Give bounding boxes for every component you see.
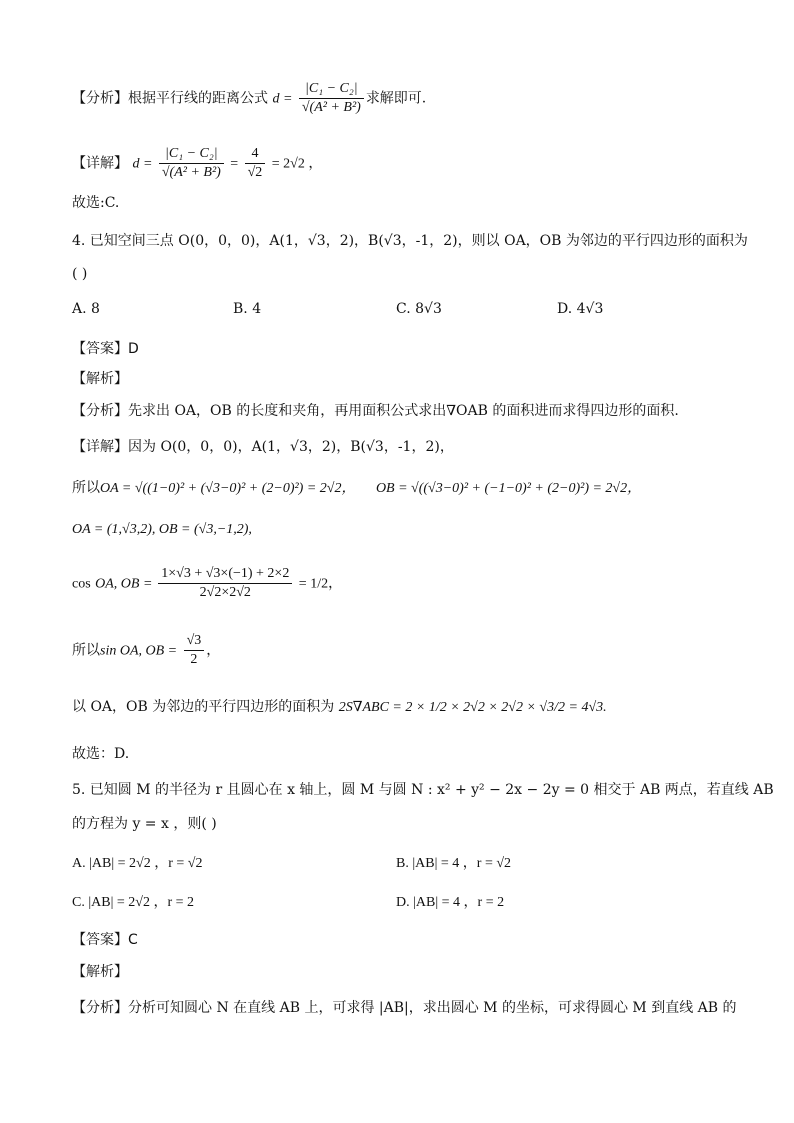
area-line: [72, 697, 607, 718]
choose-line-1: 故选:C.: [72, 195, 120, 211]
analysis-tail: 求解即可.: [365, 90, 427, 107]
question-5-option-a: A. |AB| = 2√2 ，r = √2: [72, 856, 203, 871]
ob-length-formula: OB = √((√3−0)² + (−1−0)² + (2−0)²) = 2√2，: [375, 481, 642, 496]
question-4-option-c: C. 8√3: [396, 301, 442, 317]
distance-formula-fraction: [299, 80, 364, 117]
analysis-text: 根据平行线的距离公式: [128, 90, 268, 107]
analysis-4-tag: 【分析】: [72, 403, 128, 419]
analysis-4-line: [72, 401, 679, 421]
so-prefix: 所以: [72, 480, 100, 496]
question-4-option-a: A. 8: [72, 301, 100, 317]
detail-4-tag: 【详解】: [72, 439, 128, 455]
sin-prefix: 所以: [72, 642, 100, 659]
sin-numerator: √3: [184, 632, 205, 651]
detail-lhs: d =: [132, 156, 153, 172]
question-5-option-c: C. |AB| = 2√2 ，r = 2: [72, 895, 195, 910]
detail-tag: 【详解】: [72, 155, 128, 172]
jiexi-5: 【解析】: [72, 964, 128, 980]
analysis-5-text: 分析可知圆心 N 在直线 AB 上，可求得 |AB|，求出圆心 M 的坐标，可求得圆心 M 到直线 AB 的: [128, 1000, 737, 1016]
sin-denominator: 2: [190, 652, 198, 667]
distance-formula-denominator: √(A² + B²): [301, 100, 361, 115]
detail-mid-denominator: √2: [247, 165, 263, 180]
detail-fraction: [159, 145, 224, 182]
sine-line: 所以sin OA, OB = $\frac{√3}{2}$ ，: [72, 633, 221, 667]
question-5-stem-2: 的方程为 y = x ，则( ): [72, 816, 217, 832]
length-formulas-line: [72, 478, 641, 499]
cos-args: OA, OB: [95, 576, 140, 592]
question-5-option-b: B. |AB| = 4 ，r = √2: [396, 856, 512, 871]
detail-4-text: 因为 O(0，0，0)，A(1，√3，2)，B(√3，-1，2)，: [128, 439, 454, 455]
distance-formula-numerator: |C₁ − C₂|: [299, 80, 364, 99]
cos-numerator: 1×√3 + √3×(−1) + 2×2: [158, 565, 292, 584]
detail-mid-numerator: 4: [245, 145, 266, 164]
question-4-option-d: D. 4√3: [557, 301, 604, 317]
analysis-line-1: [72, 80, 426, 117]
vector-coordinates: OA = (1,√3,2), OB = (√3,−1,2),: [72, 522, 252, 537]
detail-line-1: 【详解】 d = $\frac{\text{|C₁ − C₂|}}{\text{√(A² + B²)}}$ = $\frac{4}{√2}$ = 2√2 ，: [72, 146, 323, 180]
answer-5: 【答案】C: [72, 932, 138, 948]
question-4-option-b: B. 4: [233, 301, 262, 317]
answer-4: 【答案】D: [72, 341, 139, 357]
area-formula: 2S∇ABC = 2 × 1/2 × 2√2 × 2√2 × √3/2 = 4√3.: [338, 700, 607, 715]
question-4-stem: 4. 已知空间三点 O(0，0，0)，A(1，√3，2)，B(√3，-1，2)，则以 OA，OB 为邻边的平行四边形的面积为: [72, 233, 748, 249]
sin-expression: sin OA, OB =: [100, 643, 178, 659]
question-5-option-d: D. |AB| = 4 ，r = 2: [396, 895, 505, 910]
analysis-4-text: 先求出 OA，OB 的长度和夹角，再用面积公式求出∇OAB 的面积进而求得四边形的面积.: [128, 403, 679, 419]
area-text: 以 OA，OB 为邻边的平行四边形的面积为: [72, 699, 335, 715]
question-5-stem: 5. 已知圆 M 的半径为 r 且圆心在 x 轴上，圆 M 与圆 N : x² + y² − 2x − 2y = 0 相交于 AB 两点，若直线 AB: [72, 782, 774, 798]
choose-line-4: 故选：D.: [72, 746, 130, 762]
detail-denominator: √(A² + B²): [161, 165, 221, 180]
cos-denominator: 2√2×2√2: [199, 585, 251, 600]
sin-fraction: [184, 632, 205, 669]
detail-4-line: [72, 437, 454, 457]
analysis-5-line: [72, 998, 737, 1018]
cosine-line: cos OA, OB = $\frac{1\times√3 + √3\times(-1) + 2\times 2}{2√2\times 2√2}$ = 1/2，: [72, 566, 343, 600]
detail-numerator: |C₁ − C₂|: [159, 145, 224, 164]
detail-rhs: = 2√2 ，: [271, 156, 323, 172]
cos-result: = 1/2，: [298, 576, 343, 592]
analysis-tag: 【分析】: [72, 90, 128, 107]
cos-prefix: cos: [72, 576, 91, 592]
distance-formula-lhs: d =: [272, 91, 293, 107]
jiexi-4: 【解析】: [72, 371, 128, 387]
cos-fraction: [158, 565, 292, 602]
detail-mid-fraction: [245, 145, 266, 182]
oa-length-formula: OA = √((1−0)² + (√3−0)² + (2−0)²) = 2√2，: [100, 481, 356, 496]
analysis-5-tag: 【分析】: [72, 1000, 128, 1016]
question-4-paren: ( ): [72, 266, 88, 282]
